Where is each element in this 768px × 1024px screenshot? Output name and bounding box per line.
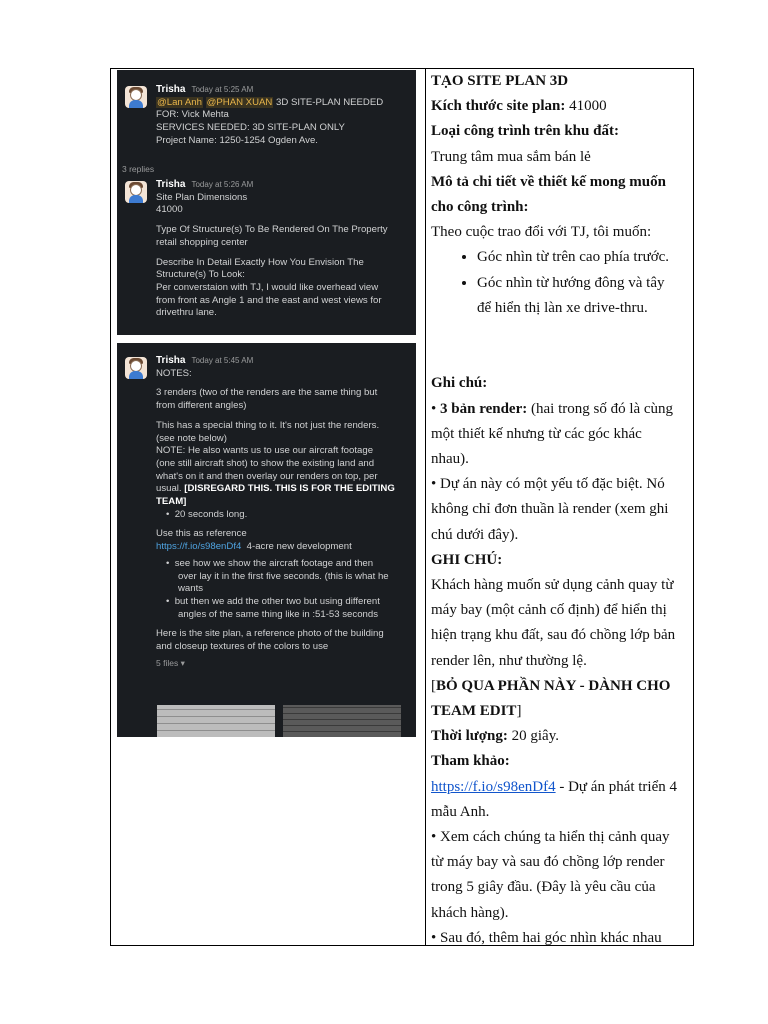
replies-count: 3 replies [122,164,155,174]
list-item-text: để hiển thị làn xe drive-thru. [477,299,648,316]
notes-label: Ghi chú: [431,375,488,392]
field-value: Trung tâm mua sắm bán lẻ [431,148,591,165]
skip-note: BỎ QUA PHẦN NÀY - DÀNH CHO [436,677,671,694]
screenshots-column [111,69,425,945]
paragraph: (hai trong số đó là cùng [531,400,674,417]
paragraph: hiện trạng khu đất, sau đó chồng lớp bản [431,627,676,644]
section-title: TẠO SITE PLAN 3D [431,73,569,89]
timestamp: Today at 5:26 AM [191,180,254,189]
field-label: Thời lượng: [431,728,508,745]
paragraph: không chỉ đơn thuần là render (xem ghi [431,501,669,518]
notes-label: GHI CHÚ: [431,551,503,568]
field-label: Tham khảo: [431,753,510,770]
message-text: Use this as reference [156,528,247,540]
author-name: Trisha [156,179,186,190]
paragraph: Khách hàng muốn sử dụng cảnh quay từ [431,577,674,594]
message-text: 41000 [156,204,183,216]
field-label: Mô tả chi tiết về thiết kế mong muốn [431,173,666,190]
field-label: 3 bản render: [440,400,528,417]
paragraph: - Dự án phát triển 4 [559,778,678,795]
message-text-bold: TEAM] [156,496,187,508]
avatar [125,181,147,203]
document-table [110,68,694,946]
list-item: • Góc nhìn từ trên cao phía trước. [477,245,693,270]
chat-screenshot-1 [117,70,416,335]
message-text: wants [178,583,204,595]
texture-thumbnail[interactable] [157,705,275,737]
column-divider [425,69,426,945]
paragraph: chú dưới đây). [431,526,519,543]
author-name: Trisha [156,355,186,366]
message-text: 4-acre new development [246,541,352,553]
paragraph: render lên, như thường lệ. [431,652,587,669]
message-text: what's on it and then overlay our renders on top, per [156,470,378,482]
message-text: 20 seconds long. [174,508,248,520]
reference-link[interactable]: https://f.io/s98enDf4 [431,778,556,795]
avatar [125,86,147,108]
field-label: Kích thước site plan: [431,98,566,115]
paragraph: khách hàng). [431,904,509,921]
list-item [477,271,693,321]
caret-down-icon[interactable]: ▾ [180,657,185,668]
paragraph: từ máy bay và sau đó chồng lớp render [431,854,665,871]
author-name: Trisha [156,84,186,95]
message-text: 3 renders (two of the renders are the same thing but [156,387,378,399]
message-text: over lay it in the first five seconds. (this is what he [178,570,389,582]
bullet-icon: • [166,595,175,607]
message-text-bold: [DISREGARD THIS. THIS IS FOR THE EDITING [184,483,395,495]
field-value: 41000 [569,98,607,115]
message-text: Site Plan Dimensions [156,191,248,203]
paragraph: máy bay (một cảnh cố định) để hiển thị [431,602,667,619]
field-label: cho công trình: [431,199,529,216]
paragraph: • Xem cách chúng ta hiển thị cảnh quay [431,829,670,846]
chat-message-2 [156,179,408,320]
paragraph: • Dự án này có một yếu tố đặc biệt. Nó [431,476,665,493]
message-text: 3D SITE-PLAN NEEDED [276,96,384,108]
texture-thumbnail[interactable] [283,705,401,737]
paragraph: nhau). [431,451,469,468]
message-text: drivethru lane. [156,307,217,319]
message-text: Structure(s) To Look: [156,269,245,281]
message-text: Type Of Structure(s) To Be Rendered On The Property [156,224,388,236]
field-label: Loại công trình trên khu đất: [431,123,619,140]
paragraph: mẫu Anh. [431,803,490,820]
message-text: but then we add the other two but using different [174,595,380,607]
bullet-icon: • [166,557,175,569]
bullet-icon: • [166,508,175,520]
message-text: retail shopping center [156,236,248,248]
message-text: This has a special thing to it. It's not just the renders. [156,419,380,431]
paragraph: • Sau đó, thêm hai góc nhìn khác nhau [431,929,662,946]
paragraph: một thiết kế nhưng từ các góc khác [431,425,642,442]
timestamp: Today at 5:25 AM [191,85,254,94]
message-text: (one still aircraft shot) to show the existing land and [156,457,375,469]
message-text: (see note below) [156,432,227,444]
message-text: NOTES: [156,367,192,379]
chat-message-3 [156,355,408,669]
timestamp: Today at 5:45 AM [191,356,254,365]
message-text: NOTE: He also wants us to use our aircraft footage [156,445,374,457]
translation-column: TẠO SITE PLAN 3D Kích thước site plan: 41000 Loại công trình trên khu đất: Trung tâm mua sắm bán lẻ Mô tả chi tiết về thiết kế mong muốn cho công trình: Theo cuộc trao đổi với TJ, tôi muốn: • Góc nhìn từ trên cao phía trước. • Góc nhìn từ hướng đông và tây để hiển thị làn xe drive-thru. Ghi chú: • 3 bản render: (hai trong số đó là cùng một thiết kế nhưng từ các góc khác nhau). • Dự án này có một yếu tố đặc biệt. Nó không chỉ đơn thuần là render (xem ghi chú dưới đây). GHI CHÚ: Khách hàng muốn sử dụng cảnh quay từ máy bay (một cảnh cố định) để hiển thị hiện trạng khu đất, sau đó chồng lớp bản render lên, như thường lệ. [BỎ QUA PHẦN NÀY - DÀNH CHO TEAM EDIT] Thời lượng: 20 giây. Tham khảo: https://f.io/s98enDf4 - Dự án phát triển 4 mẫu Anh. • Xem cách chúng ta hiển thị cảnh quay từ máy bay và sau đó chồng lớp render trong 5 giây đầu. (Đây là yêu cầu của khách hàng). • Sau đó, thêm hai góc nhìn khác nhau [431,69,693,951]
message-text: FOR: Vick Mehta [156,109,229,121]
reference-link[interactable]: https://f.io/s98enDf4 [156,541,242,553]
field-value: 20 giây. [511,728,559,745]
message-text: Describe In Detail Exactly How You Envision The [156,256,364,268]
message-text: and closeup textures of the colors to use [156,641,329,653]
paragraph: trong 5 giây đầu. (Đây là yêu cầu của [431,879,656,896]
message-text: from different angles) [156,400,247,412]
avatar [125,357,147,379]
message-text: Per converstaion with TJ, I would like overhead view [156,281,379,293]
skip-note: TEAM EDIT [431,703,517,720]
bullet-list [431,245,693,321]
chat-message-1 [156,84,408,148]
message-text: usual. [156,483,182,495]
message-text: see how we show the aircraft footage and then [174,557,374,569]
mention: @PHAN XUAN [206,96,273,108]
list-item-text: Góc nhìn từ hướng đông và tây [477,274,665,291]
mention: @Lan Anh [157,96,202,108]
message-text: Project Name: 1250-1254 Ogden Ave. [156,134,318,146]
chat-screenshot-2 [117,343,416,737]
paragraph: Theo cuộc trao đổi với TJ, tôi muốn: [431,224,652,241]
message-text: Here is the site plan, a reference photo of the building [156,628,384,640]
message-text: SERVICES NEEDED: 3D SITE-PLAN ONLY [156,122,345,134]
files-count[interactable]: 5 files [156,657,179,668]
message-text: from front as Angle 1 and the east and west views for [156,294,382,306]
message-text: angles of the same thing like in :51-53 seconds [178,608,378,620]
